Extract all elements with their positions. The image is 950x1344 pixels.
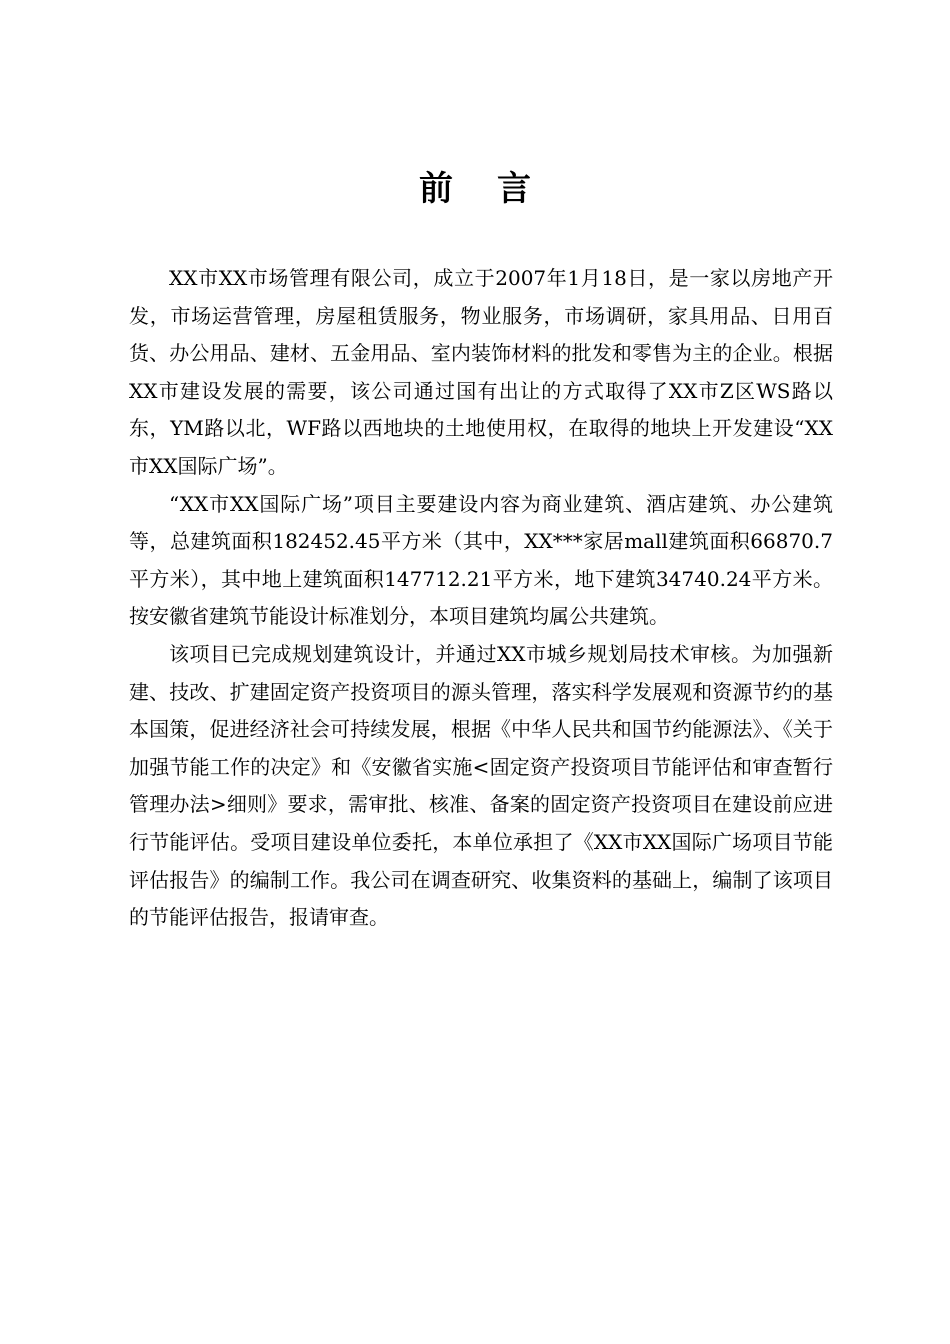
page-title: 前言 <box>419 168 575 209</box>
paragraph-project-content: “XX市XX国际广场”项目主要建设内容为商业建筑、酒店建筑、办公建筑等，总建筑面积182452.45平方米（其中，XX***家居mall建筑面积66870.7平方米），其中地上建筑面积147712.21平方米，地下建筑34740.24平方米。按安徽省建筑节能设计标准划分，本项目建筑均属公共建筑。 <box>129 491 833 629</box>
document-body <box>129 260 833 937</box>
paragraph-company-intro: XX市XX市场管理有限公司，成立于2007年1月18日，是一家以房地产开发，市场运营管理，房屋租赁服务，物业服务，市场调研，家具用品、日用百货、办公用品、建材、五金用品、室内装饰材料的批发和零售为主的企业。根据XX市建设发展的需要，该公司通过国有出让的方式取得了XX市Z区WS路以东，YM路以北，WF路以西地块的土地使用权，在取得的地块上开发建设“XX市XX国际广场”。 <box>129 266 833 478</box>
paragraph-assessment-basis: 该项目已完成规划建筑设计，并通过XX市城乡规划局技术审核。为加强新建、技改、扩建固定资产投资项目的源头管理，落实科学发展观和资源节约的基本国策，促进经济社会可持续发展，根据《中华人民共和国节约能源法》、《关于加强节能工作的决定》和《安徽省实施<固定资产投资项目节能评估和审查暂行管理办法>细则》要求，需审批、核准、备案的固定资产投资项目在建设前应进行节能评估。受项目建设单位委托，本单位承担了《XX市XX国际广场项目节能评估报告》的编制工作。我公司在调查研究、收集资料的基础上，编制了该项目的节能评估报告，报请审查。 <box>129 641 833 930</box>
